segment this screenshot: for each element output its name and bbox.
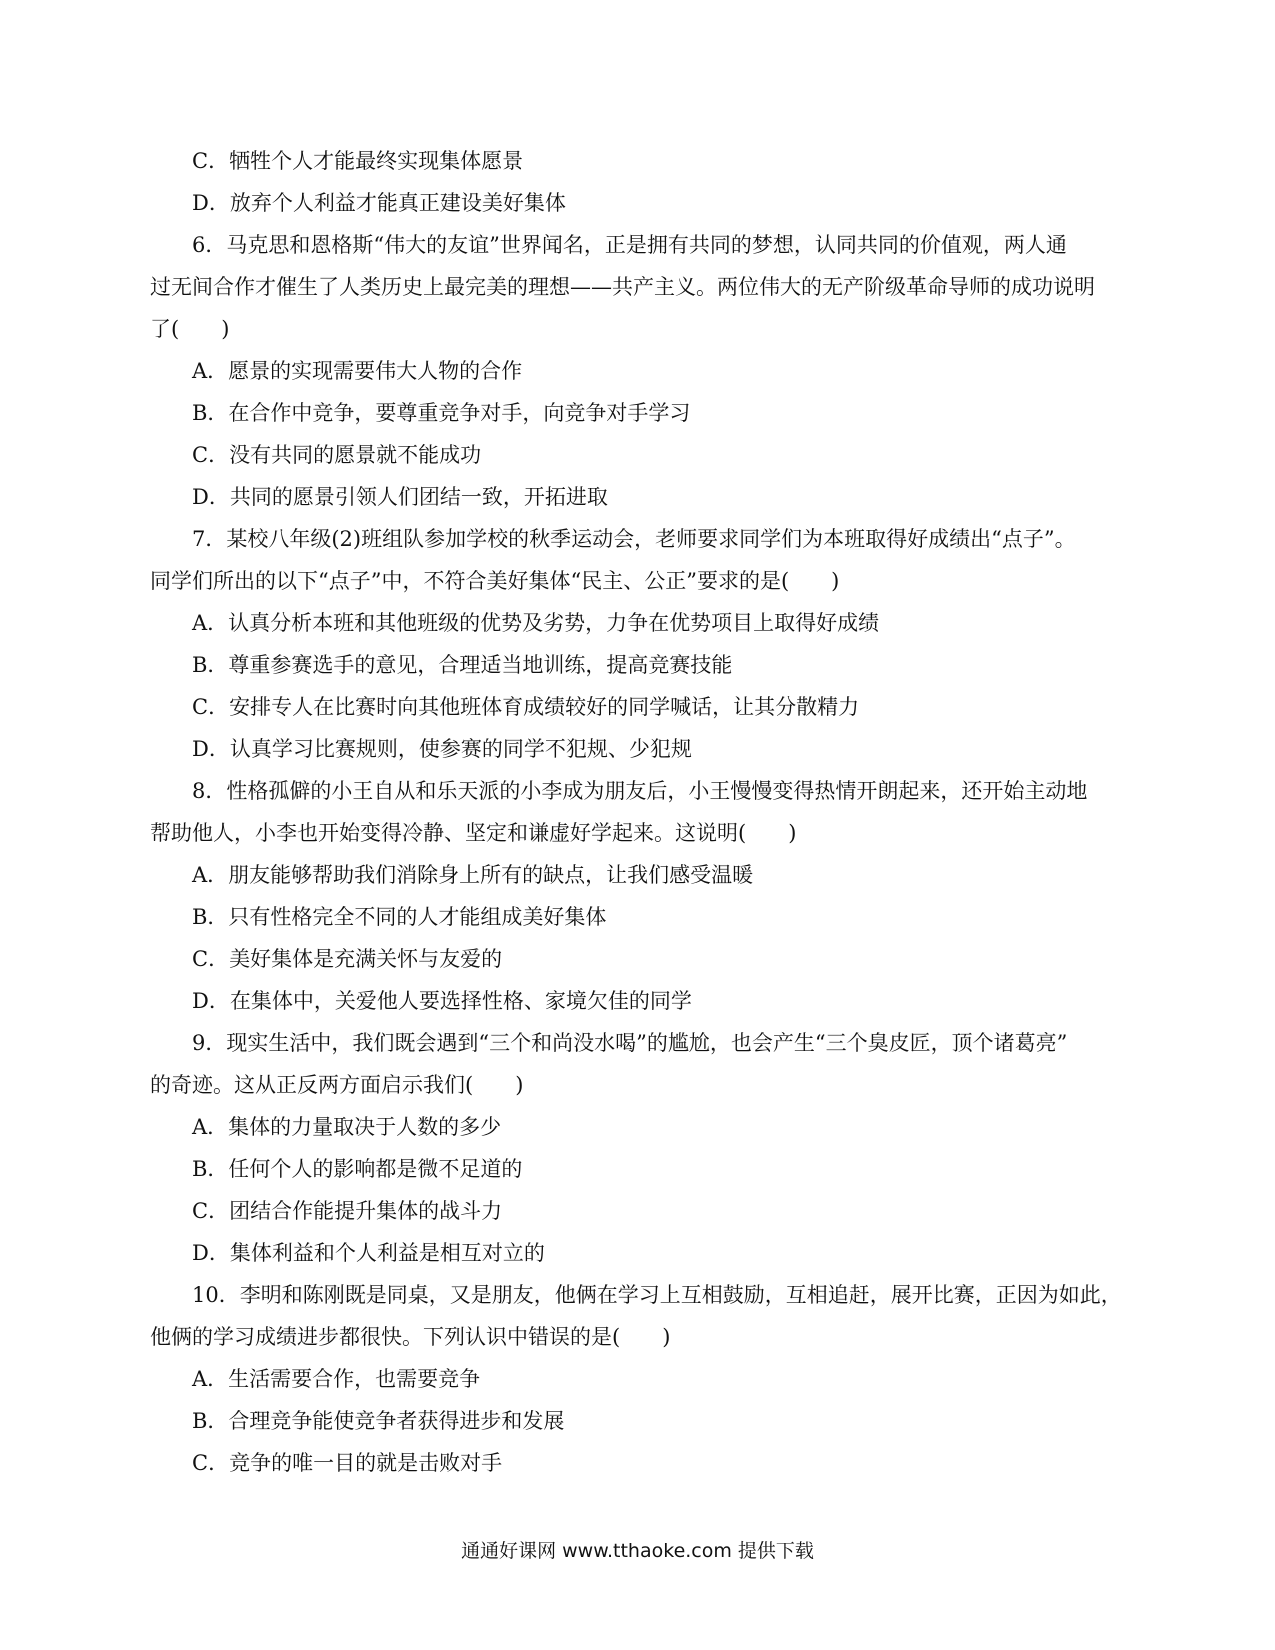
answer-option: A．生活需要合作，也需要竞争 — [192, 1367, 481, 1391]
answer-option: B．在合作中竞争，要尊重竞争对手，向竞争对手学习 — [192, 401, 691, 425]
answer-option: B．合理竞争能使竞争者获得进步和发展 — [192, 1409, 565, 1433]
answer-option: C．美好集体是充满关怀与友爱的 — [192, 947, 503, 971]
answer-option: B．尊重参赛选手的意见，合理适当地训练，提高竞赛技能 — [192, 653, 733, 677]
question-stem-continued: 了( ) — [150, 317, 230, 341]
answer-option: C．安排专人在比赛时向其他班体育成绩较好的同学喊话，让其分散精力 — [192, 695, 860, 719]
question-stem-continued: 的奇迹。这从正反两方面启示我们( ) — [150, 1073, 524, 1097]
answer-option: C．竞争的唯一目的就是击败对手 — [192, 1451, 503, 1475]
answer-option: A．认真分析本班和其他班级的优势及劣势，力争在优势项目上取得好成绩 — [192, 611, 880, 635]
question-stem: 9．现实生活中，我们既会遇到“三个和尚没水喝”的尴尬，也会产生“三个臭皮匠，顶个诸葛亮” — [192, 1031, 1068, 1055]
question-stem: 6．马克思和恩格斯“伟大的友谊”世界闻名，正是拥有共同的梦想，认同共同的价值观，两人通 — [192, 233, 1067, 257]
question-stem: 10．李明和陈刚既是同桌，又是朋友，他俩在学习上互相鼓励，互相追赶，展开比赛，正因为如此， — [192, 1283, 1122, 1307]
question-stem-continued: 过无间合作才催生了人类历史上最完美的理想——共产主义。两位伟大的无产阶级革命导师的成功说明 — [150, 275, 1095, 299]
answer-option: A．愿景的实现需要伟大人物的合作 — [192, 359, 523, 383]
text-line: C．牺牲个人才能最终实现集体愿景 — [192, 149, 524, 173]
question-stem-continued: 帮助他人，小李也开始变得冷静、坚定和谦虚好学起来。这说明( ) — [150, 821, 797, 845]
answer-option: C．没有共同的愿景就不能成功 — [192, 443, 482, 467]
answer-option: A．朋友能够帮助我们消除身上所有的缺点，让我们感受温暖 — [192, 863, 754, 887]
document-page — [150, 140, 1125, 1484]
answer-option: D．认真学习比赛规则，使参赛的同学不犯规、少犯规 — [192, 737, 692, 761]
answer-option: D．集体利益和个人利益是相互对立的 — [192, 1241, 545, 1265]
text-line: D．放弃个人利益才能真正建设美好集体 — [192, 191, 566, 215]
answer-option: C．团结合作能提升集体的战斗力 — [192, 1199, 503, 1223]
answer-option: D．共同的愿景引领人们团结一致，开拓进取 — [192, 485, 608, 509]
answer-option: B．任何个人的影响都是微不足道的 — [192, 1157, 523, 1181]
answer-option: B．只有性格完全不同的人才能组成美好集体 — [192, 905, 607, 929]
page-footer: 通通好课网 www.tthaoke.com 提供下载 — [461, 1540, 814, 1562]
question-stem-continued: 他俩的学习成绩进步都很快。下列认识中错误的是( ) — [150, 1325, 671, 1349]
answer-option: D．在集体中，关爱他人要选择性格、家境欠佳的同学 — [192, 989, 692, 1013]
question-stem: 8．性格孤僻的小王自从和乐天派的小李成为朋友后，小王慢慢变得热情开朗起来，还开始主动地 — [192, 779, 1088, 803]
question-stem-continued: 同学们所出的以下“点子”中，不符合美好集体“民主、公正”要求的是( ) — [150, 569, 840, 593]
question-stem: 7．某校八年级(2)班组队参加学校的秋季运动会，老师要求同学们为本班取得好成绩出“点子”。 — [192, 527, 1076, 551]
answer-option: A．集体的力量取决于人数的多少 — [192, 1115, 502, 1139]
